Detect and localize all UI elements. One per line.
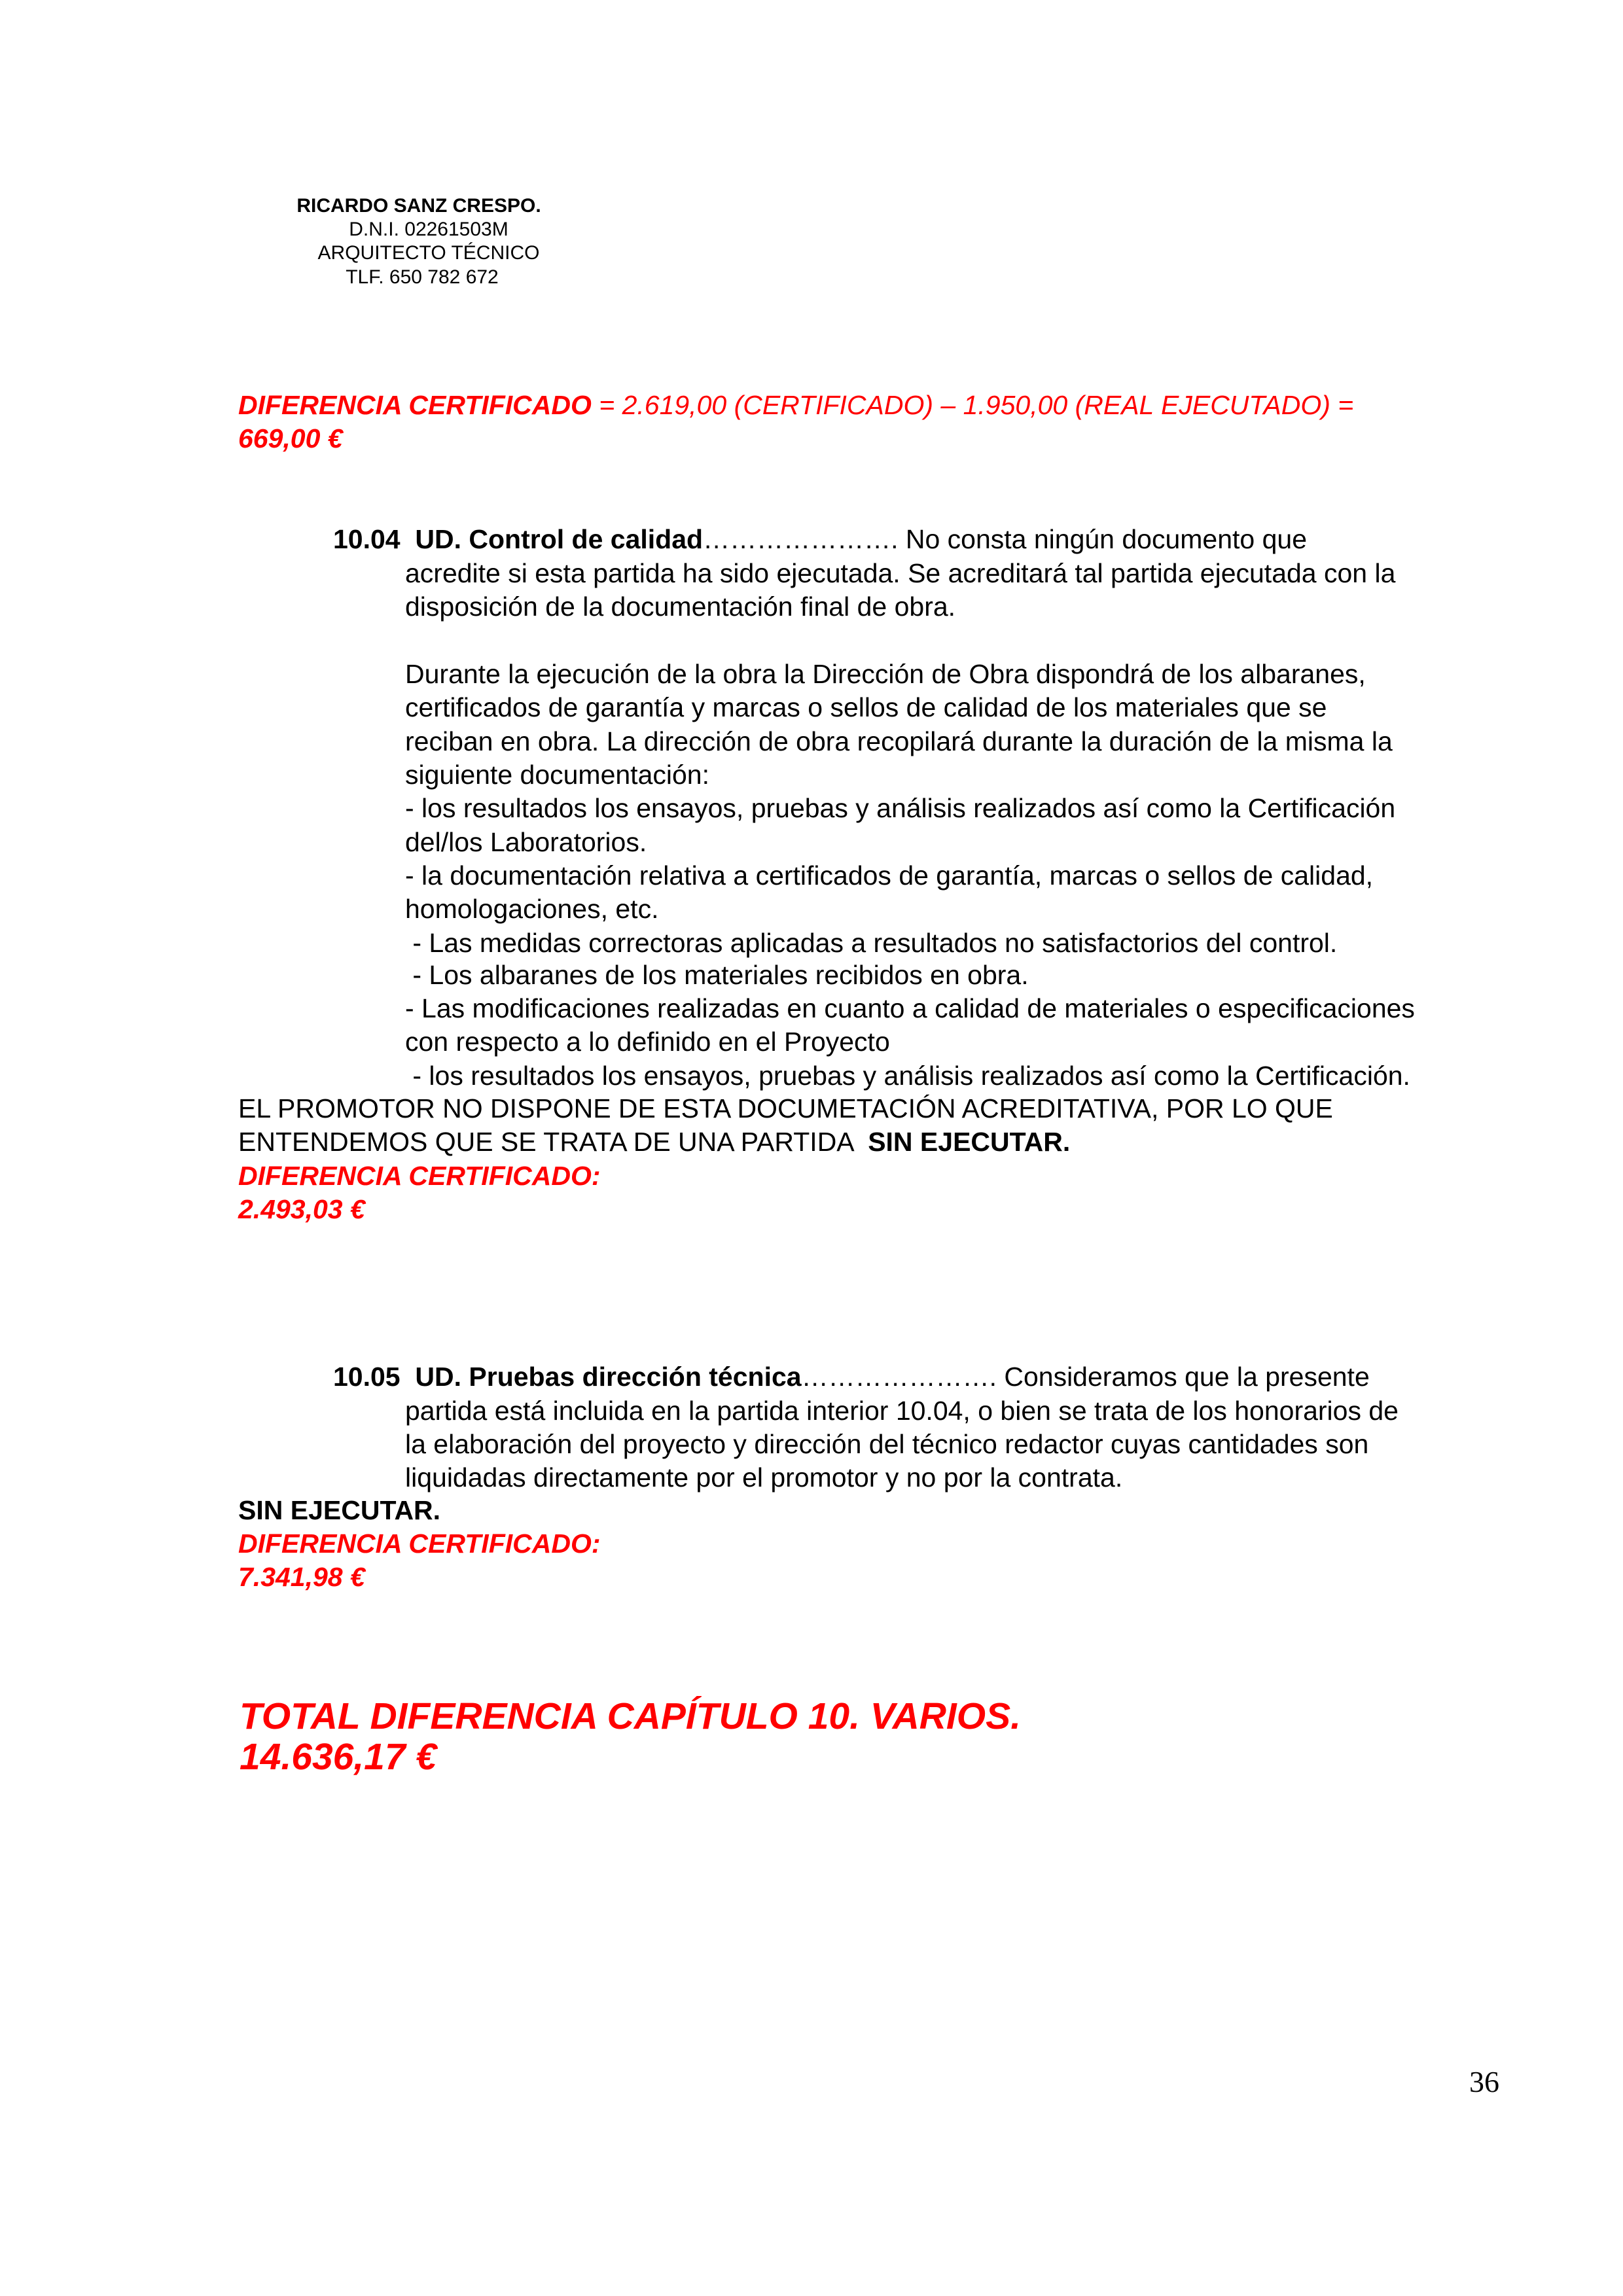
item-text-line: certificados de garantía y marcas o sellos de calidad de los materiales que se (405, 692, 1327, 722)
item-text-line: No consta ningún documento que (905, 524, 1308, 554)
item-text-line: acredite si esta partida ha sido ejecutada. Se acreditará tal partida ejecutada con la (405, 558, 1396, 588)
diff-label: DIFERENCIA CERTIFICADO: (238, 1161, 601, 1191)
item-text-line: - Las modificaciones realizadas en cuanto a calidad de materiales o especificaciones (405, 993, 1415, 1023)
author-phone: TLF. 650 782 672 (346, 266, 499, 288)
item-text-line: la elaboración del proyecto y dirección del técnico redactor cuyas cantidades son (405, 1429, 1369, 1459)
item-code: 10.05 (333, 1362, 401, 1392)
conclusion-line: ENTENDEMOS QUE SE TRATA DE UNA PARTIDA (238, 1127, 868, 1157)
diff-result: 669,00 € (238, 423, 343, 453)
total-value: 14.636,17 € (240, 1736, 437, 1778)
item-text-line: del/los Laboratorios. (405, 827, 647, 857)
item-text-line: disposición de la documentación final de obra. (405, 592, 956, 622)
status-sin-ejecutar: SIN EJECUTAR. (238, 1495, 441, 1525)
page-number: 36 (1469, 2065, 1499, 2098)
diff-value: 2.493,03 € (238, 1194, 365, 1224)
item-text-line: - la documentación relativa a certificados de garantía, marcas o sellos de calidad, (405, 860, 1374, 891)
diff-value: 7.341,98 € (238, 1562, 365, 1592)
author-name: RICARDO SANZ CRESPO. (296, 195, 541, 217)
item-text-line: siguiente documentación: (405, 760, 709, 790)
item-text-line: con respecto a lo definido en el Proyecto (405, 1027, 890, 1057)
item-text-line: Consideramos que la presente (1004, 1362, 1370, 1392)
item-text-line: - los resultados los ensayos, pruebas y análisis realizados así como la Certificación. (405, 1061, 1410, 1091)
conclusion-line: EL PROMOTOR NO DISPONE DE ESTA DOCUMETACIÓN ACREDITATIVA, POR LO QUE (238, 1093, 1333, 1123)
diff-label: DIFERENCIA CERTIFICADO (238, 390, 592, 420)
item-text-line: Durante la ejecución de la obra la Dirección de Obra dispondrá de los albaranes, (405, 659, 1366, 689)
item-text-line: partida está incluida en la partida interior 10.04, o bien se trata de los honorarios de (405, 1396, 1399, 1426)
item-dots: …………………. (703, 524, 906, 554)
total-label: TOTAL DIFERENCIA CAPÍTULO 10. VARIOS. (240, 1695, 1021, 1737)
item-code: 10.04 (333, 524, 401, 554)
item-dots: …………………. (801, 1362, 1005, 1392)
item-text-line: - los resultados los ensayos, pruebas y análisis realizados así como la Certificación (405, 793, 1396, 823)
author-dni: D.N.I. 02261503M (349, 219, 508, 240)
item-name: UD. Pruebas dirección técnica (415, 1362, 802, 1392)
item-text-line: reciban en obra. La dirección de obra recopilará durante la duración de la misma la (405, 726, 1393, 756)
diff-formula: = 2.619,00 (CERTIFICADO) – 1.950,00 (REAL EJECUTADO) = (591, 390, 1354, 420)
item-text-line: liquidadas directamente por el promotor y no por la contrata. (405, 1462, 1123, 1492)
item-text-line: - Las medidas correctoras aplicadas a resultados no satisfactorios del control. (405, 928, 1338, 958)
item-name: UD. Control de calidad (415, 524, 704, 554)
item-text-line: homologaciones, etc. (405, 894, 659, 924)
author-title: ARQUITECTO TÉCNICO (317, 242, 540, 264)
status-sin-ejecutar: SIN EJECUTAR. (868, 1127, 1071, 1157)
item-text-line: - Los albaranes de los materiales recibidos en obra. (405, 960, 1029, 990)
diff-label: DIFERENCIA CERTIFICADO: (238, 1528, 601, 1559)
